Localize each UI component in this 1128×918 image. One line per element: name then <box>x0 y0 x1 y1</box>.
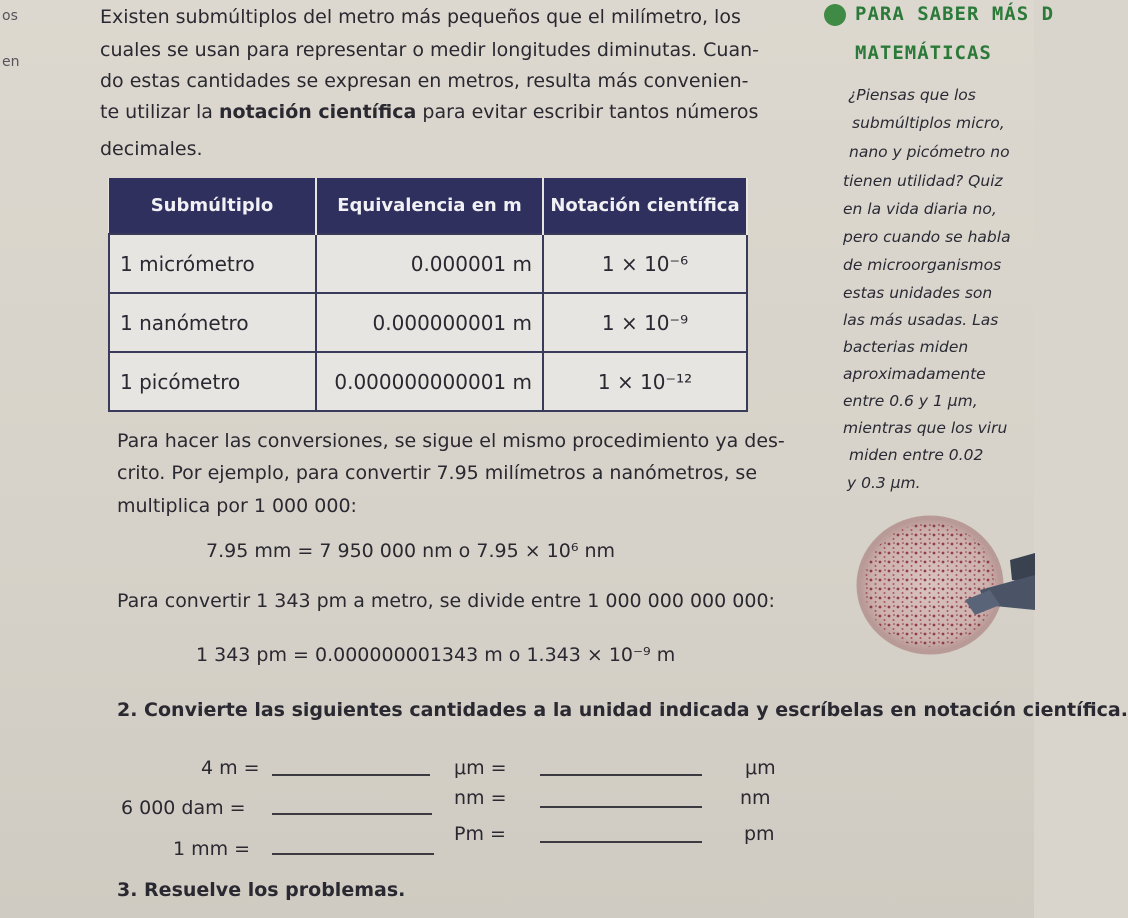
exercise-row-1-left: 4 m = <box>201 757 260 779</box>
margin-fragment-top: os <box>2 8 18 24</box>
sidebar-line: mientras que los viru <box>843 419 1008 437</box>
answer-blank[interactable] <box>272 853 434 855</box>
table-cell: 0.000000000001 m <box>316 352 543 411</box>
scientific-notation-term: notación científica <box>218 101 417 123</box>
table-cell: 0.000000001 m <box>316 293 543 352</box>
answer-blank[interactable] <box>540 841 702 843</box>
sidebar-line: bacterias miden <box>843 338 969 356</box>
sidebar-title: PARA SABER MÁS D <box>855 3 1055 25</box>
sidebar-line: de microorganismos <box>843 256 1002 274</box>
equation-mm-to-nm: 7.95 mm = 7 950 000 nm o 7.95 × 10⁶ nm <box>206 540 616 562</box>
sidebar-line: estas unidades son <box>843 284 993 302</box>
table-header: Notación científica <box>543 178 747 234</box>
intro-line-1: Existen submúltiplos del metro más pequeños que el milímetro, los <box>100 6 741 28</box>
sidebar-line: tienen utilidad? Quiz <box>843 172 1003 190</box>
margin-fragment-bottom: en <box>2 54 20 70</box>
body-paragraph-line: multiplica por 1 000 000: <box>117 495 357 517</box>
sidebar-line: ¿Piensas que los <box>848 86 976 104</box>
exercise-row-3-unit: pm <box>744 823 775 845</box>
intro-line-4-end: para evitar escribir tantos números <box>416 101 759 123</box>
intro-line-2: cuales se usan para representar o medir longitudes diminutas. Cuan- <box>100 39 759 61</box>
exercise-row-3-mid: Pm = <box>454 823 506 845</box>
body-paragraph-line: Para convertir 1 343 pm a metro, se divide entre 1 000 000 000 000: <box>117 590 775 612</box>
table-row <box>109 234 747 293</box>
exercise-row-2-mid: nm = <box>454 787 507 809</box>
body-paragraph-line: crito. Por ejemplo, para convertir 7.95 milímetros a nanómetros, se <box>117 462 758 484</box>
submultiples-table <box>108 178 748 412</box>
answer-blank[interactable] <box>540 806 702 808</box>
table-row <box>109 293 747 352</box>
table-header: Equivalencia en m <box>316 178 543 234</box>
answer-blank[interactable] <box>540 774 702 776</box>
exercise-row-2-left: 6 000 dam = <box>121 797 246 819</box>
exercise-2-title: 2. Convierte las siguientes cantidades a la unidad indicada y escríbelas en notación científica. <box>117 699 1128 721</box>
exercise-3-title: 3. Resuelve los problemas. <box>117 879 406 901</box>
intro-line-4-start: te utilizar la <box>100 101 219 123</box>
intro-line-4 <box>100 103 790 122</box>
exercise-row-2-unit: nm <box>740 787 771 809</box>
table-cell: 1 picómetro <box>109 352 316 411</box>
sidebar-line: pero cuando se habla <box>843 228 1011 246</box>
exercise-row-1-unit: μm <box>745 757 776 779</box>
sidebar-line: las más usadas. Las <box>843 311 999 329</box>
intro-line-5: decimales. <box>100 138 203 160</box>
sidebar-line: en la vida diaria no, <box>843 200 997 218</box>
intro-line-3: do estas cantidades se expresan en metros, resulta más convenien- <box>100 70 749 92</box>
answer-blank[interactable] <box>272 813 432 815</box>
sidebar-line: y 0.3 μm. <box>847 474 921 492</box>
equation-pm-to-m: 1 343 pm = 0.000000001343 m o 1.343 × 10⁻⁹ m <box>196 644 676 666</box>
table-cell: 1 micrómetro <box>109 234 316 293</box>
sidebar-subtitle: MATEMÁTICAS <box>855 42 992 64</box>
exercise-row-1-mid: μm = <box>454 757 507 779</box>
exercise-row-3-left: 1 mm = <box>173 838 251 860</box>
table-header-row <box>109 178 747 234</box>
table-header: Submúltiplo <box>109 178 316 234</box>
body-paragraph-line: Para hacer las conversiones, se sigue el mismo procedimiento ya des- <box>117 430 785 452</box>
table-row <box>109 352 747 411</box>
table-cell: 1 × 10⁻⁹ <box>543 293 747 352</box>
table-cell: 1 × 10⁻¹² <box>543 352 747 411</box>
sidebar-line: nano y picómetro no <box>849 143 1010 161</box>
section-badge-icon <box>824 4 846 26</box>
table-cell: 1 × 10⁻⁶ <box>543 234 747 293</box>
table-cell: 1 nanómetro <box>109 293 316 352</box>
sidebar-line: miden entre 0.02 <box>849 446 984 464</box>
sidebar-line: submúltiplos micro, <box>852 114 1005 132</box>
table-cell: 0.000001 m <box>316 234 543 293</box>
answer-blank[interactable] <box>272 774 430 776</box>
sidebar-line: entre 0.6 y 1 μm, <box>843 392 978 410</box>
bacteria-petri-dish-image <box>860 505 1035 660</box>
sidebar-line: aproximadamente <box>843 365 986 383</box>
